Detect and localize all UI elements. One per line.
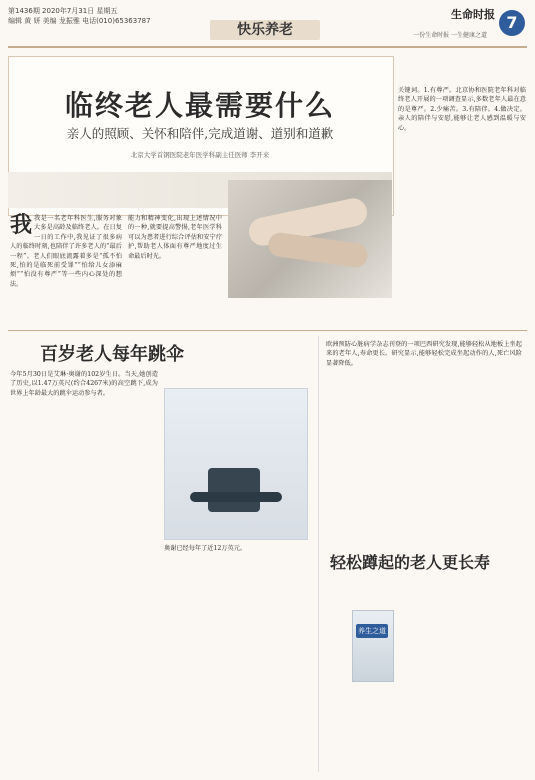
header-rule (8, 46, 527, 48)
dropcap: 我 (10, 212, 33, 238)
slogan: 一份生命时报 一生健康之道 (413, 32, 487, 39)
main-subhead: 亲人的照顾、关怀和陪伴,完成道谢、道别和道歉 (66, 126, 334, 141)
article3-right (396, 580, 522, 768)
issue-line-2: 编辑 黄 妍 美编 龙振雅 电话(010)65363787 (8, 17, 151, 25)
main-author: 北京大学首钢医院老年医学科副主任医师 李开来 (130, 151, 270, 159)
vertical-divider (318, 336, 319, 772)
skydive-photo (164, 388, 308, 540)
skydiver (208, 468, 260, 512)
section-divider (8, 330, 527, 331)
section-title: 快乐养老 (237, 22, 293, 38)
badge-yangsheng: 养生之道 (356, 624, 388, 638)
issue-info (8, 6, 151, 26)
skydiver-arm (190, 492, 282, 502)
article3-title: 轻松蹲起的老人更长寿 (330, 553, 491, 572)
page-number: 7 (499, 10, 525, 36)
section-band (210, 20, 320, 40)
main-body-right: 关键词。1.有尊严。北京协和医院老年科对临终老人开展的一项调查显示,多数老年人最在意的是尊严。2.少痛苦。3.有陪伴。4.做决定。亲人的陪伴与安慰,能够让老人感到温暖与安心。 (398, 87, 526, 132)
skydive-caption: 奥谢已经每年了近12万英元。 (164, 545, 247, 552)
article3-left (326, 580, 346, 768)
masthead: 生命时报 (451, 8, 495, 21)
issue-line-1: 第1436期 2020年7月31日 星期五 (8, 7, 118, 15)
article2-body: 今年5月30日是艾琳·奥谢的102岁生日。当天,她创造了历史,以1.47万英尺(约合4267米)的高空跳下,成为世界上年龄最大的跳伞运动参与者。 (10, 371, 158, 397)
article2-title: 百岁老人每年跳伞 (40, 344, 184, 365)
main-headline: 临终老人最需要什么 (64, 89, 335, 122)
article3-intro: 欧洲预防心脏病学杂志刊登的一项巴西研究发现,能够轻松从地板上坐起来的老年人,寿命更长。研究显示,能够轻松完成坐起动作的人,死亡风险显著降低。 (326, 341, 522, 367)
main-body-left-text: 我是一名老年科医生,服务对象大多是高龄及临终老人。在日复一日的工作中,我见证了很多病人的临终时刻,也陪伴了许多老人的“最后一程”。老人们眼底流露着多是“孤不怕死,怕的是临死前受罪”“怕给儿女添麻烦”“怕没有尊严”等一些内心深处的想法。 (10, 215, 122, 288)
main-body-left (10, 214, 122, 330)
squat-photo (352, 610, 394, 682)
main-body-mid: 能力和精神变化,出现上述情况中的一种,就要提高警惕,老年医学科可以为患者进行综合评估和安宁疗护,帮助老人体面有尊严地度过生命最后时光。 (128, 215, 222, 260)
